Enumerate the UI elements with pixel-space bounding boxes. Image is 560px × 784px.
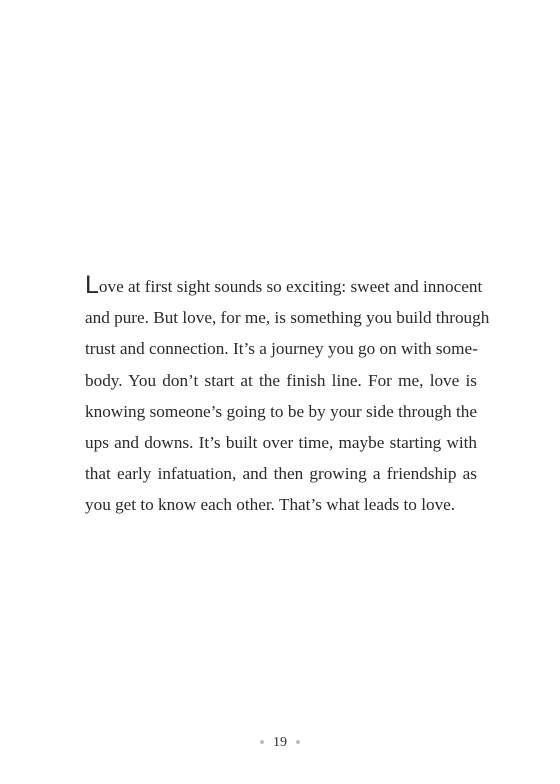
text-line — [85, 271, 483, 302]
text-line: and pure. But love, for me, is something you build through — [85, 308, 490, 328]
body-paragraph — [85, 271, 490, 521]
text-line: body. You don’t start at the finish line. For me, love is — [85, 370, 477, 390]
text-line: knowing someone’s going to be by your side through the — [85, 401, 477, 421]
page-number: 19 — [273, 735, 287, 750]
ornament-dot-right — [296, 740, 300, 744]
text-line: you get to know each other. That’s what leads to love. — [85, 495, 456, 515]
text-line: that early infatuation, and then growing a friendship as — [85, 464, 477, 484]
drop-cap: L — [85, 271, 99, 299]
text-line-content: ove at first sight sounds so exciting: sweet and innocent — [98, 277, 483, 296]
page-footer — [0, 735, 560, 751]
ornament-dot-left — [260, 740, 264, 744]
text-line: trust and connection. It’s a journey you go on with some- — [85, 339, 478, 359]
text-line: ups and downs. It’s built over time, maybe starting with — [85, 432, 477, 452]
